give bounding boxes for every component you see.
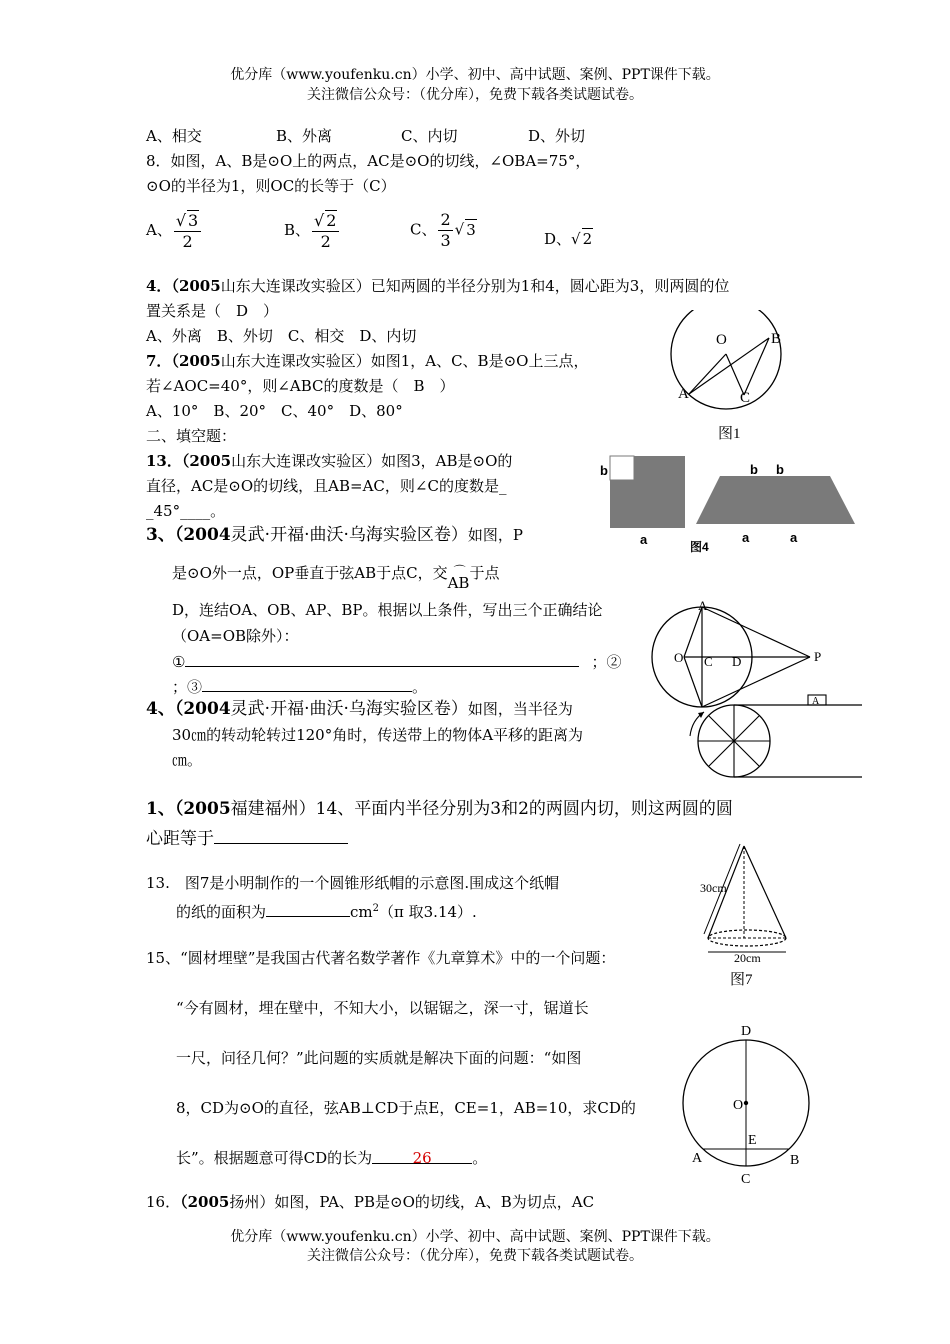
q3-line3: D，连结OA、OB、AP、BP。根据以上条件，写出三个正确结论: [172, 601, 603, 619]
q7-options: A、10° B、20° C、40° D、80°: [146, 402, 403, 420]
q4a-options: A、外离 B、外切 C、相交 D、内切: [146, 327, 417, 345]
q8-line2: ⊙O的半径为1，则OC的长等于（C）: [146, 177, 396, 195]
fig1-label-c: C: [740, 390, 751, 406]
belt-label-a: A: [812, 696, 820, 707]
arc-ab-label: AB: [447, 574, 470, 592]
q4b-line1: 4、（2004灵武·开福·曲沃·乌海实验区卷）如图，当半径为: [146, 699, 573, 719]
q8-option-a: A、 $\frac{√ 3}{2}$: [146, 210, 203, 252]
prev-option-c: C、内切: [401, 127, 458, 145]
fig8-label-a: A: [692, 1151, 703, 1166]
q1-answer-blank[interactable]: [214, 826, 348, 844]
figp-label-p: P: [814, 649, 822, 664]
page-header-line1: 优分库（www.youfenku.cn）小学、初中、高中试题、案例、PPT课件下载。: [230, 67, 720, 83]
belt-arrowhead: [698, 712, 704, 718]
q4a-line2: 置关系是（ D ）: [146, 302, 279, 320]
figure-1: [670, 310, 790, 445]
q15-line1: 15、“圆材埋壁”是我国古代著名数学著作《九章算术》中的一个问题：: [146, 949, 616, 967]
q3-line1: 3、（2004灵武·开福·曲沃·乌海实验区卷）如图，P: [146, 525, 523, 545]
prev-option-a: A、相交: [146, 127, 202, 145]
fig8-label-o: O: [733, 1098, 744, 1113]
q16-line1: 16．（2005扬州）如图，PA、PB是⊙O的切线，A、B为切点，AC: [146, 1193, 595, 1211]
figure-8: [680, 1018, 810, 1190]
page-header-line2: 关注微信公众号：（优分库），免费下载各类试题试卷。: [307, 87, 643, 103]
fig4-caption: 图4: [690, 540, 709, 554]
prev-option-b: B、外离: [276, 127, 333, 145]
figure-4: [598, 452, 870, 562]
fig1-label-o: O: [716, 332, 727, 348]
figp-label-d: D: [732, 654, 742, 669]
q15-line3: 一尺，问径几何？”此问题的实质就是解决下面的问题：“如图: [176, 1049, 582, 1067]
fig4-label-a-mid: a: [742, 530, 750, 545]
fig7-label-slant: 30cm: [700, 881, 727, 895]
fig4-trapezoid: [696, 476, 855, 524]
figure-belt-wheel: [682, 694, 868, 790]
figp-label-c: C: [704, 654, 713, 669]
q15-line2: “今有圆材，埋在壁中，不知大小，以锯锯之，深一寸，锯道长: [176, 999, 589, 1017]
q15-line5: 长”。根据题意可得CD的长为 26 。: [176, 1149, 488, 1167]
q15-answer-blank[interactable]: [372, 1148, 472, 1167]
cone-side-right: [744, 846, 786, 938]
q8-option-b: B、 $\frac{√ 2}{2}$: [284, 210, 341, 252]
q13a-line1: 13．（2005山东大连课改实验区）如图3，AB是⊙O的: [146, 452, 513, 470]
q13b-answer-blank[interactable]: [266, 901, 350, 917]
fig4-label-a-right: a: [790, 530, 798, 545]
fig8-label-b: B: [790, 1153, 800, 1168]
fig8-label-e: E: [748, 1133, 757, 1148]
figp-label-o: O: [674, 650, 684, 665]
q13b-line1: 13. 图7是小明制作的一个圆锥形纸帽的示意图.围成这个纸帽: [146, 874, 560, 892]
fig4-label-b-left: b: [600, 463, 608, 478]
fig1-caption: 图1: [718, 426, 741, 442]
q8-line1: 8．如图，A、B是⊙O上的两点，AC是⊙O的切线，∠OBA=75°，: [146, 152, 591, 170]
figp-line-oa: [684, 607, 702, 657]
fig8-center-dot: [744, 1101, 748, 1105]
prev-option-d: D、外切: [528, 127, 586, 145]
fig1-line-oa: [689, 354, 726, 394]
q7-line1: 7．（2005山东大连课改实验区）如图1，A、C、B是⊙O上三点，: [146, 352, 589, 370]
q3-line5: ① ；②: [172, 653, 622, 671]
q7-line2: 若∠AOC=40°，则∠ABC的度数是（ B ）: [146, 377, 455, 395]
q1-line1: 1、（2005福建福州）14、平面内半径分别为3和2的两圆内切，则这两圆的圆: [146, 799, 733, 819]
fig1-label-a: A: [678, 386, 689, 402]
q8-option-c: C、 $\frac{2}{3}$ √ 3: [410, 210, 476, 250]
fig7-caption: 图7: [730, 972, 753, 988]
fig4-small-square: [610, 456, 634, 480]
figp-tangent-pa: [702, 607, 810, 657]
q3-line2: 是⊙O外一点，OP垂直于弦AB于点C，交 ⌒ AB于点: [172, 564, 500, 592]
fig8-label-d: D: [741, 1024, 752, 1039]
fig1-label-b: B: [771, 331, 782, 347]
figure-tangent-p: [642, 596, 832, 708]
q3-line4: （OA=OB除外）：: [172, 627, 299, 645]
fig4-label-b-mid: b: [750, 462, 758, 477]
q13a-line3: _45°____。: [146, 502, 226, 520]
page-footer-line2: 关注微信公众号：（优分库），免费下载各类试题试卷。: [307, 1248, 643, 1264]
q15-line4: 8，CD为⊙O的直径，弦AB⊥CD于点E，CE=1，AB=10，求CD的: [176, 1099, 636, 1117]
figp-label-a: A: [698, 598, 708, 613]
fig1-line-oc: [726, 354, 744, 395]
figure-7-cone: [696, 840, 796, 990]
q3-blank-3[interactable]: [202, 676, 412, 692]
q13a-line2: 直径，AC是⊙O的切线，且AB=AC，则∠C的度数是_: [146, 477, 507, 495]
fig4-label-b-right: b: [776, 462, 784, 477]
q4a-line1: 4．（2005山东大连课改实验区）已知两圆的半径分别为1和4，圆心距为3，则两圆的位: [146, 277, 730, 295]
q4b-line2: 30㎝的转动轮转过120°角时，传送带上的物体A平移的距离为: [172, 726, 584, 744]
q3-line6: ；③ 。: [172, 678, 428, 696]
fig4-label-a-left: a: [640, 532, 648, 547]
section-fill-in-blank: 二、填空题：: [146, 427, 237, 445]
fig8-label-c: C: [741, 1172, 751, 1187]
q1-line2: 心距等于: [146, 826, 348, 850]
q8-option-d: D、√ 2: [544, 230, 593, 248]
q3-blank-1[interactable]: [185, 651, 579, 667]
fig7-label-diameter: 20cm: [734, 951, 761, 965]
q4b-line3: ㎝。: [172, 751, 203, 769]
q13b-line2: 的纸的面积为 $cm^2(\pi$ 取3.14）.: [176, 903, 477, 921]
page-footer-line1: 优分库（www.youfenku.cn）小学、初中、高中试题、案例、PPT课件下载。: [230, 1229, 720, 1245]
q15-answer: 26: [412, 1149, 432, 1167]
